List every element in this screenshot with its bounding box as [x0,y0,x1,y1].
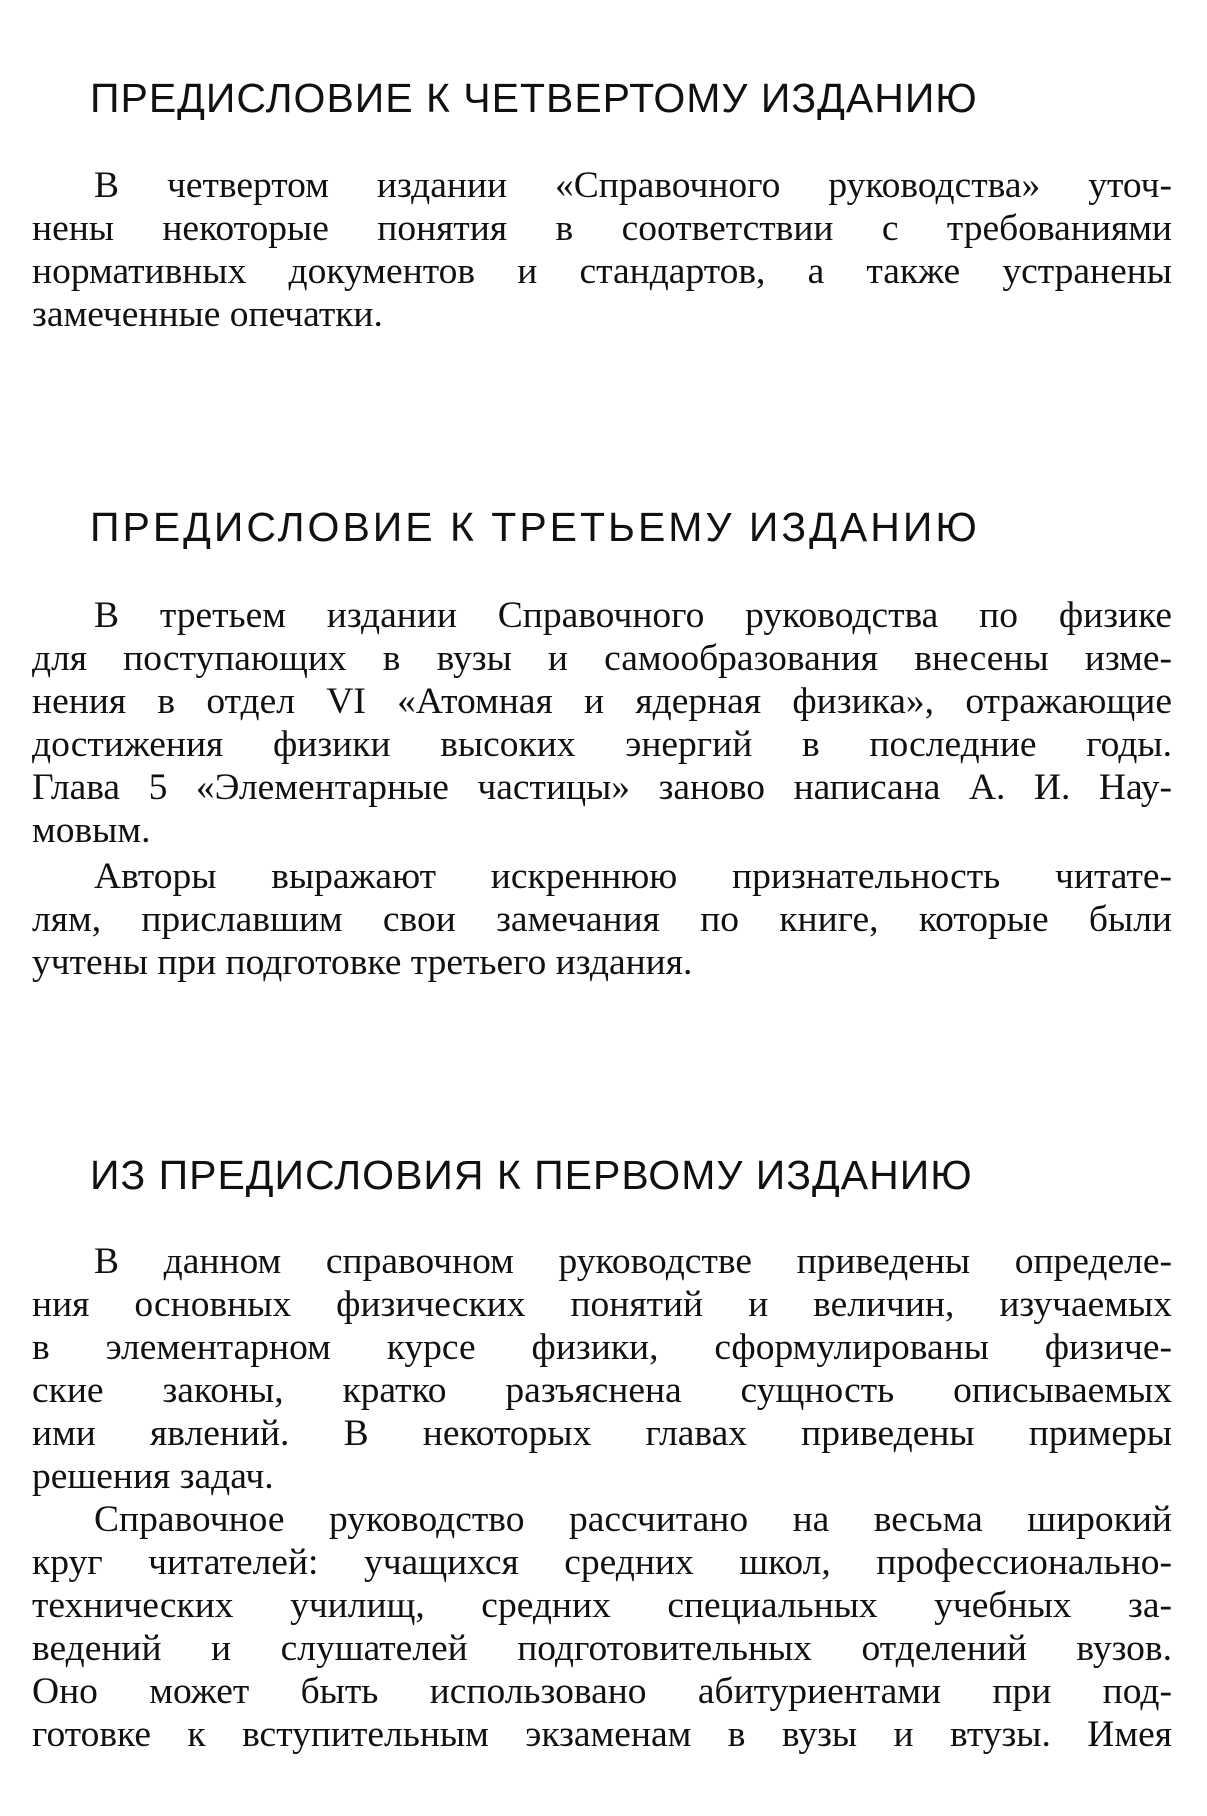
text-line: нормативных документов и стандартов, а также устранены [32,251,1172,292]
text-line: замеченные опечатки. [32,294,383,335]
text-line: В третьем издании Справочного руководства по физике [94,595,1172,636]
text-line: технических училищ, средних специальных учебных за- [32,1585,1172,1626]
paragraph-fourth-edition [32,164,1172,336]
text-line: достижения физики высоких энергий в последние годы. [32,724,1172,765]
text-line: нения в отдел VI «Атомная и ядерная физика», отражающие [32,681,1172,722]
text-line: круг читателей: учащихся средних школ, профессионально- [32,1542,1172,1583]
section-title-first-edition: ИЗ ПРЕДИСЛОВИЯ К ПЕРВОМУ ИЗДАНИЮ [90,1152,973,1198]
text-line: В данном справочном руководстве приведены определе- [94,1241,1172,1282]
text-line: учтены при подготовке третьего издания. [32,942,693,983]
text-line: В четвертом издании «Справочного руководства» уточ- [94,165,1172,206]
paragraph-third-edition-1 [32,594,1172,852]
text-line: решения задач. [32,1456,274,1497]
text-line: Справочное руководство рассчитано на весьма широкий [94,1499,1172,1540]
text-line: лям, приславшим свои замечания по книге, которые были [32,899,1172,940]
text-line: для поступающих в вузы и самообразования внесены изме- [32,638,1172,679]
text-line: ния основных физических понятий и величин, изучаемых [32,1284,1172,1325]
text-line: мовым. [32,810,151,851]
text-line: в элементарном курсе физики, сформулированы физиче- [32,1327,1172,1368]
text-line: готовке к вступительным экзаменам в вузы и втузы. Имея [32,1714,1172,1755]
paragraph-first-edition-1 [32,1240,1172,1498]
section-title-third-edition: ПРЕДИСЛОВИЕ К ТРЕТЬЕМУ ИЗДАНИЮ [90,504,980,550]
paragraph-first-edition-2 [32,1498,1172,1756]
text-line: ими явлений. В некоторых главах приведены примеры [32,1413,1172,1454]
text-line: Оно может быть использовано абитуриентами при под- [32,1671,1172,1712]
text-line: нены некоторые понятия в соответствии с требованиями [32,208,1172,249]
paragraph-third-edition-2 [32,855,1172,984]
text-line: ские законы, кратко разъяснена сущность описываемых [32,1370,1172,1411]
text-line: Авторы выражают искреннюю признательность читате- [94,856,1172,897]
text-line: Глава 5 «Элементарные частицы» заново написана А. И. Нау- [32,767,1172,808]
section-title-fourth-edition: ПРЕДИСЛОВИЕ К ЧЕТВЕРТОМУ ИЗДАНИЮ [90,75,978,121]
text-line: ведений и слушателей подготовительных отделений вузов. [32,1628,1172,1669]
